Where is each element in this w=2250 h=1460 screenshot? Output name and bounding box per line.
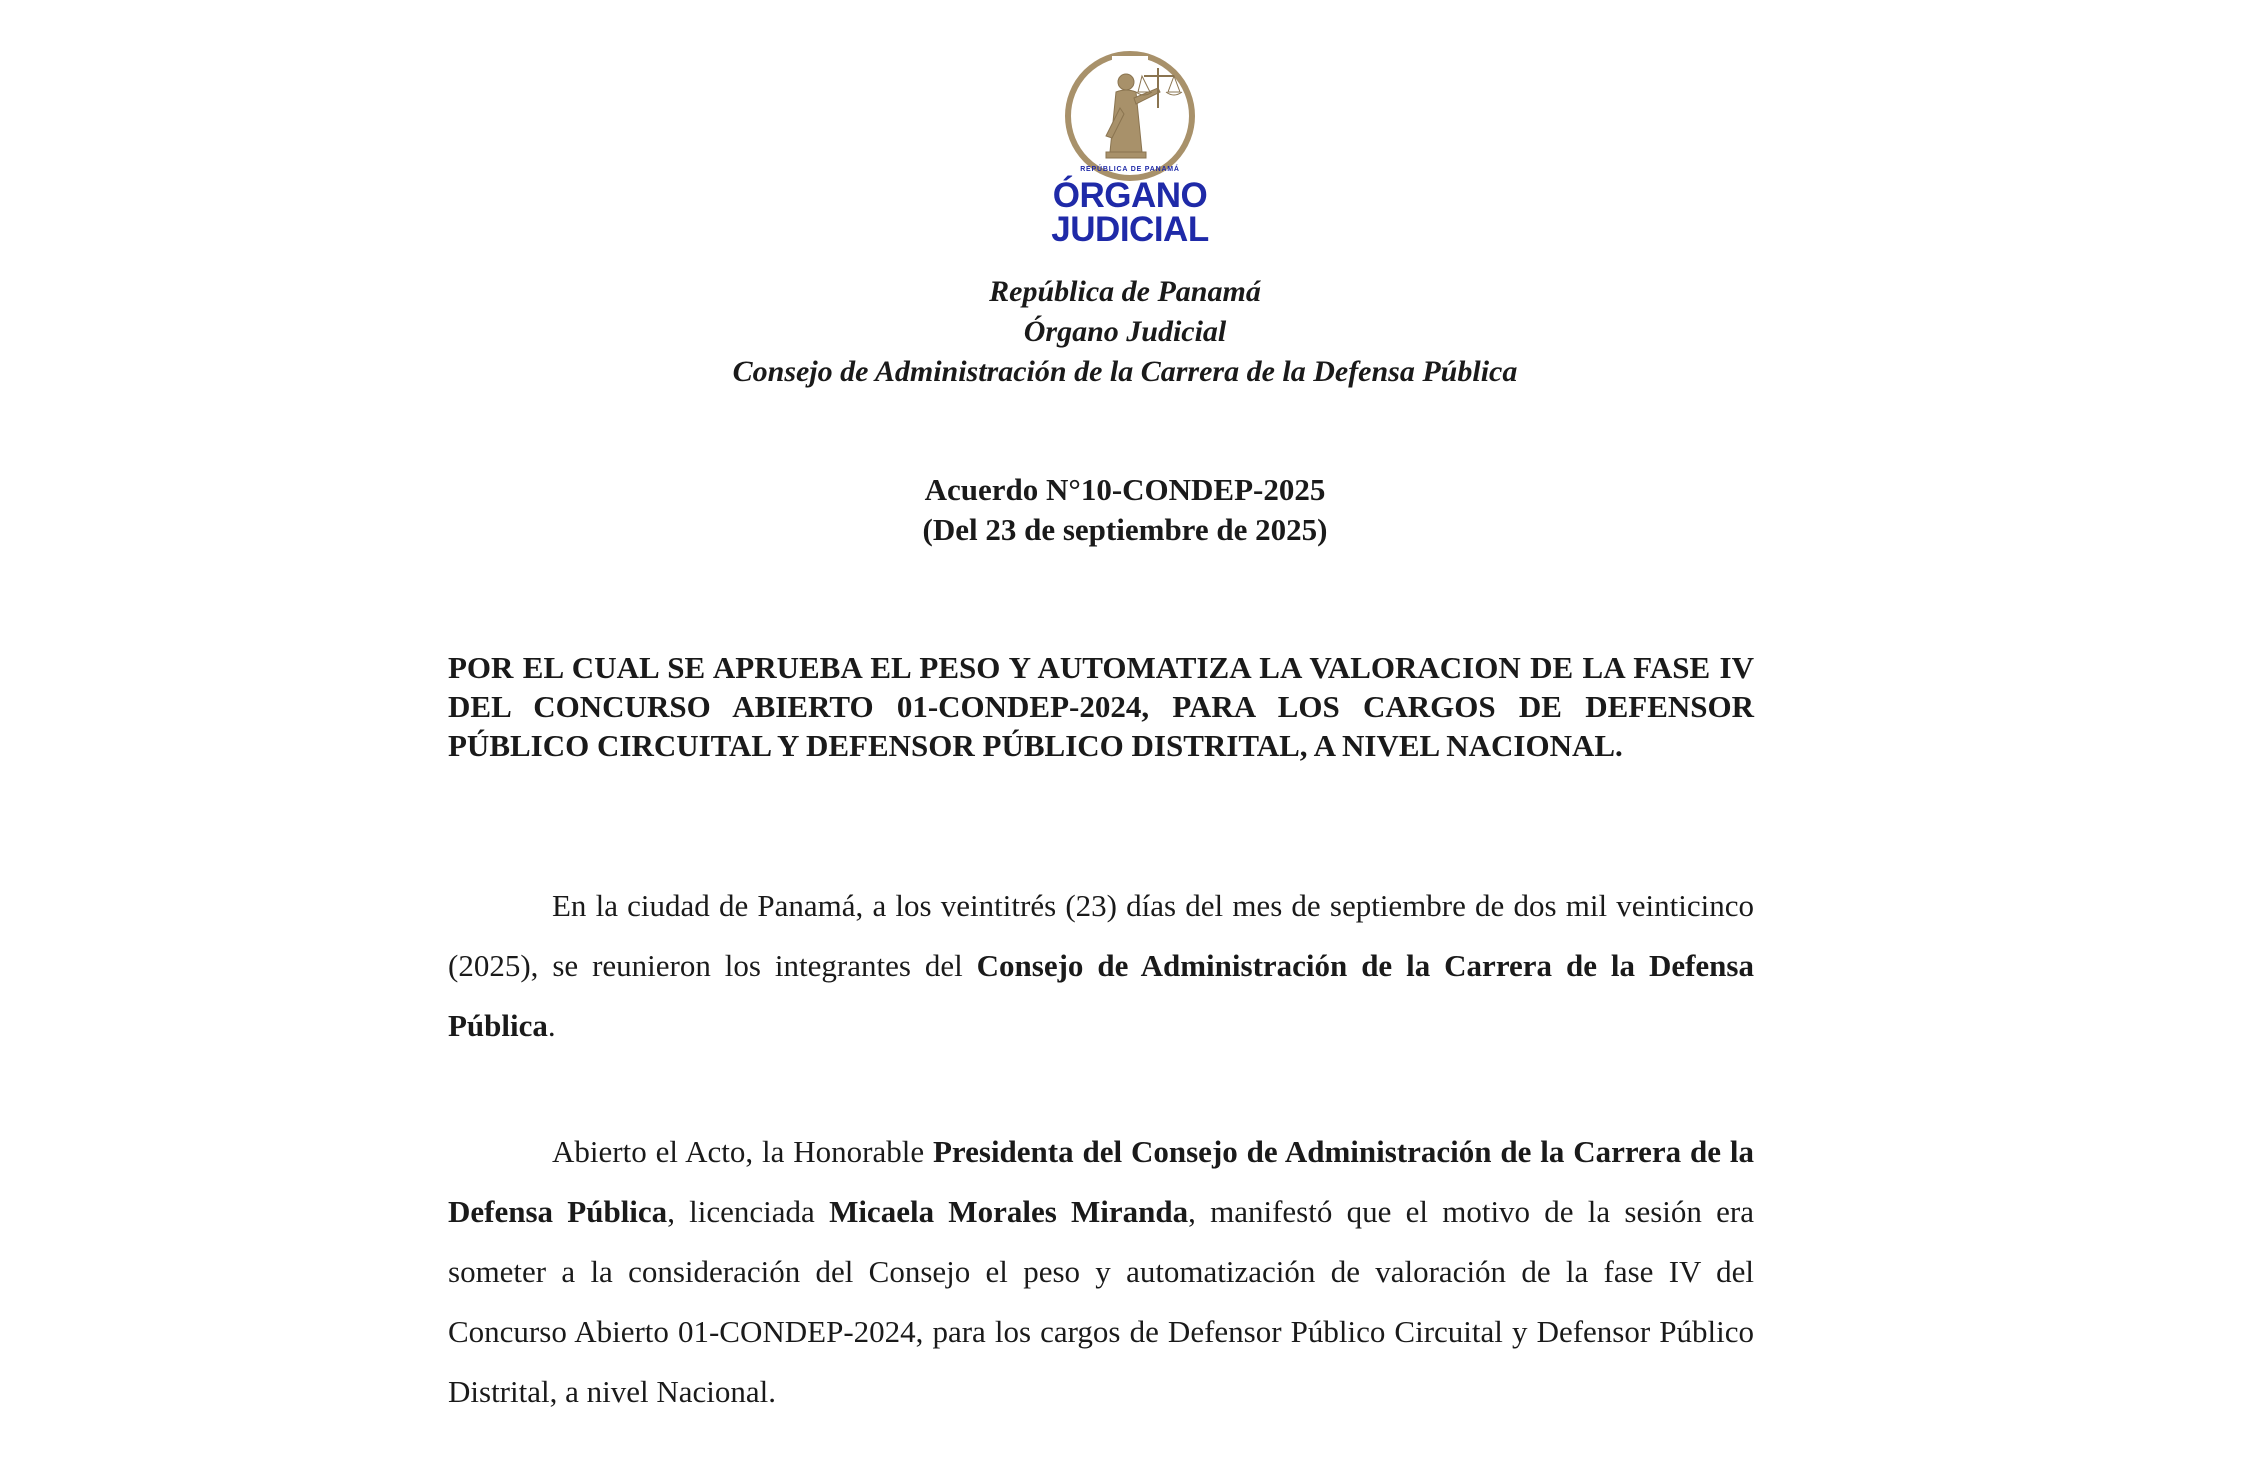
acuerdo-number: Acuerdo N°10-CONDEP-2025 [924,472,1326,507]
paragraph-opening [448,876,1754,1056]
resolution-title: POR EL CUAL SE APRUEBA EL PESO Y AUTOMATIZA LA VALORACION DE LA FASE IV DEL CONCURSO ABIERTO 01-CONDEP-2024, PARA LOS CARGOS DE DEFENSOR PÚBLICO CIRCUITAL Y DEFENSOR PÚBLICO DISTRITAL, A NIVEL NACIONAL. [448,650,1754,763]
p1-council-name: Consejo de Administración de la Carrera de la Defensa Pública [448,948,1754,1043]
institution-header [0,272,2250,392]
acuerdo-date: (Del 23 de septiembre de 2025) [922,512,1328,547]
logo-organo-text: ÓRGANO [1052,176,1208,215]
logo-republica-text: REPÚBLICA DE PANAMÁ [1080,166,1180,173]
p2-text-c: , manifestó que el motivo de la sesión era someter a la consideración del Consejo el peso y automatización de valoración de la fase IV del Concurso Abierto 01-CONDEP-2024, para los cargos de Defensor Público Circuital y Defensor Público Distrital, a nivel Nacional. [448,1194,1755,1409]
p2-text-a: Abierto el Acto, la Honorable [552,1134,933,1169]
header-organ: Órgano Judicial [1023,315,1227,348]
acuerdo-heading [0,470,2250,550]
p2-text-b: , licenciada [667,1194,830,1229]
paragraph-session [448,1122,1754,1422]
header-council: Consejo de Administración de la Carrera de la Defensa Pública [732,355,1518,388]
p1-text-b: . [547,1008,556,1043]
p2-president-title: Presidenta del Consejo de Administración de la Carrera de la Defensa Pública [448,1134,1754,1229]
logo-judicial-text: JUDICIAL [1051,210,1209,249]
p2-president-name: Micaela Morales Miranda [829,1194,1189,1229]
header-country: República de Panamá [989,275,1261,308]
justice-figure-icon [1106,68,1182,158]
p1-text-a: En la ciudad de Panamá, a los veintitrés (23) días del mes de septiembre de dos mil veinticinco (2025), se reunieron los integrantes del [448,888,1754,983]
